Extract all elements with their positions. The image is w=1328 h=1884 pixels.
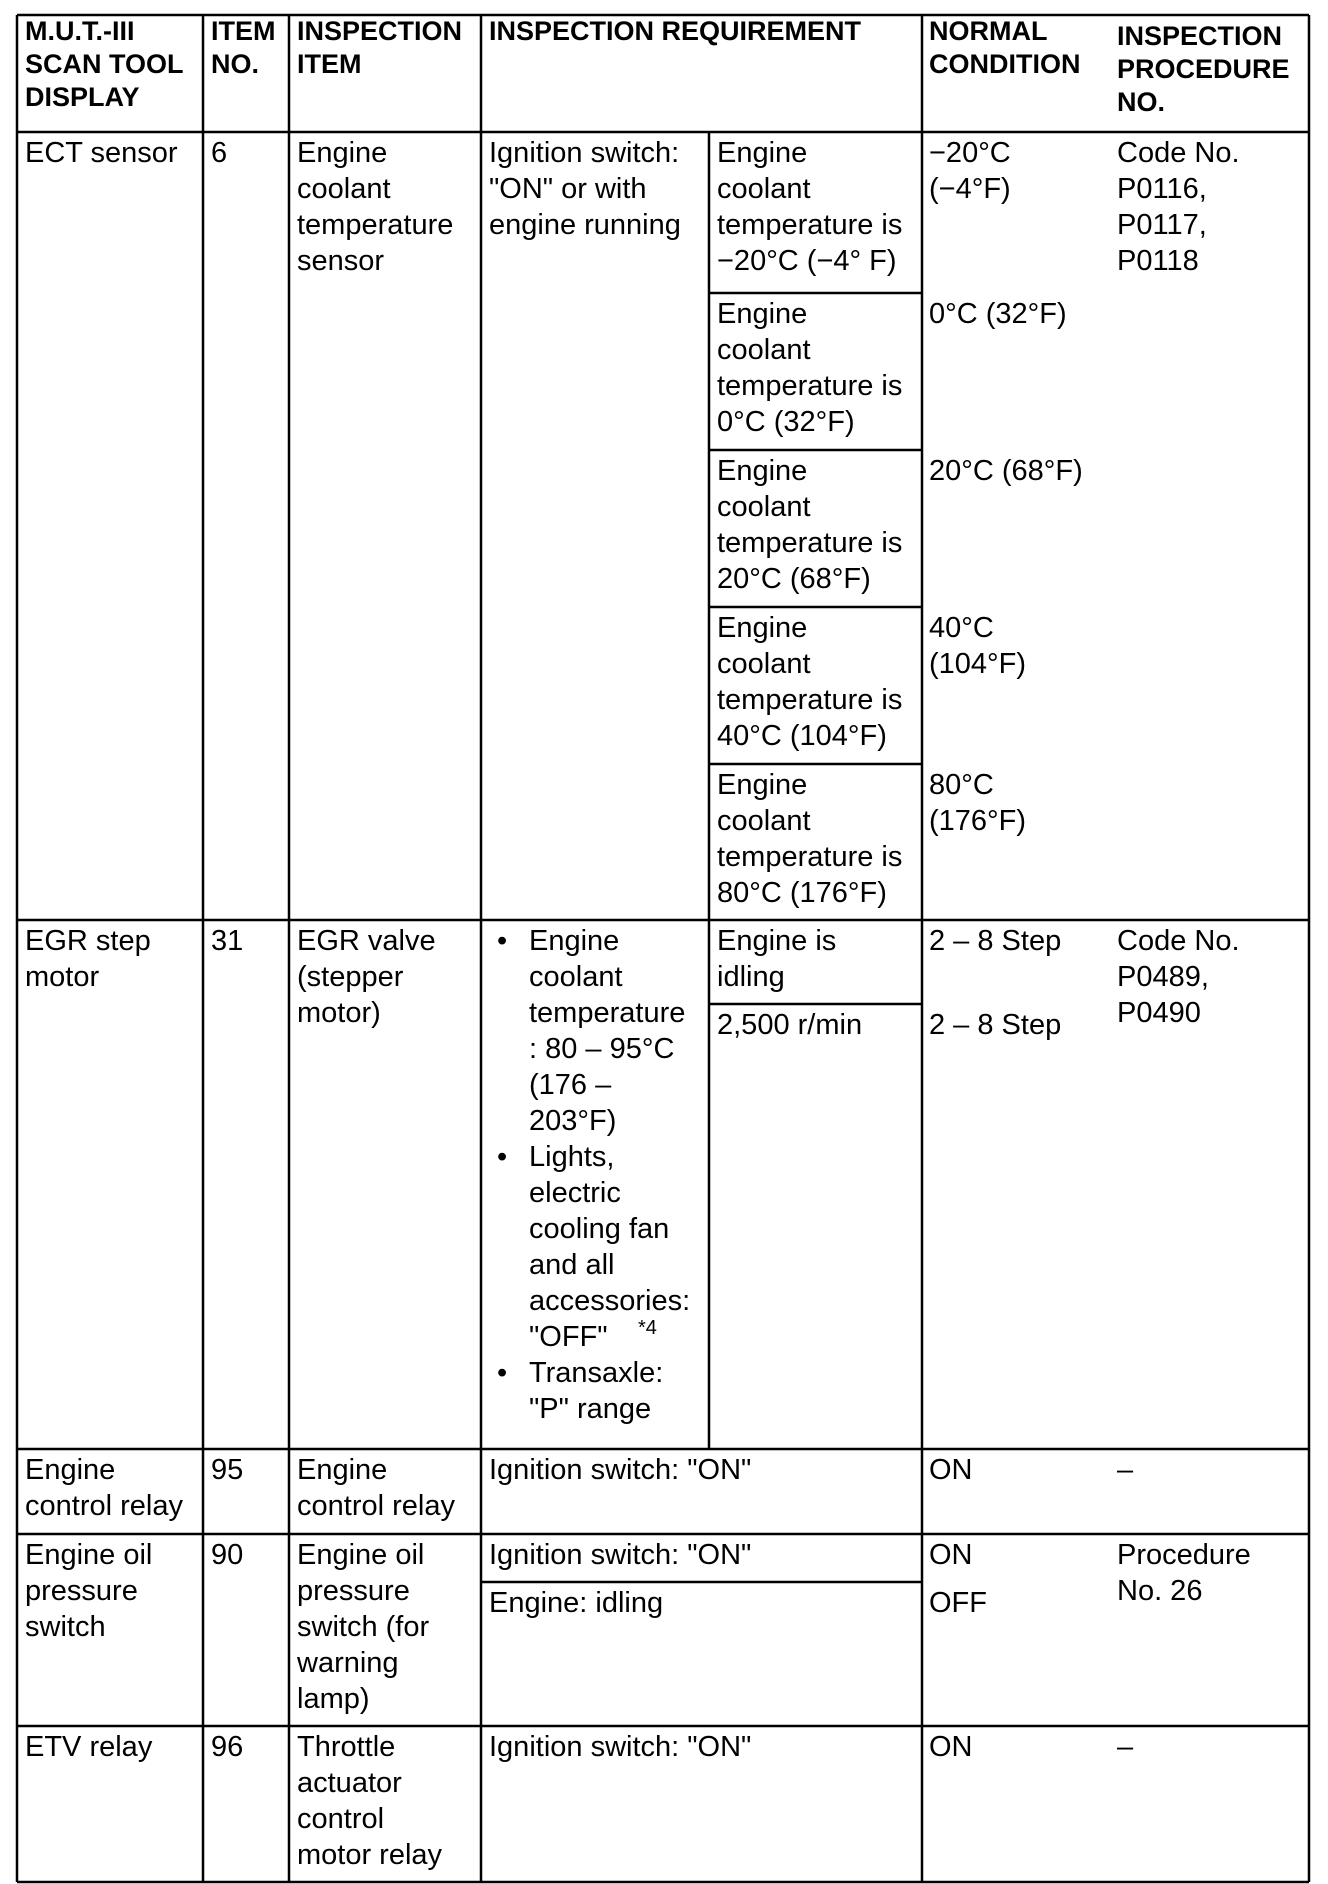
cell-condition: coolant	[717, 491, 811, 523]
cell-inspection-item: pressure	[297, 1575, 410, 1607]
cell-scan-tool-display: motor	[25, 961, 100, 993]
cell-condition: 20°C (68°F)	[717, 563, 871, 595]
header-scan-tool-display: DISPLAY	[25, 82, 140, 112]
cell-inspection-item: Throttle	[297, 1731, 396, 1763]
cell-procedure: –	[1117, 1731, 1134, 1763]
cell-condition: 80°C (176°F)	[717, 877, 887, 909]
header-item-no: NO.	[211, 49, 260, 79]
cell-requirement-bullet: (176 –	[529, 1069, 612, 1101]
cell-requirement: "ON" or with	[489, 173, 647, 205]
cell-condition: 40°C (104°F)	[717, 720, 887, 752]
cell-scan-tool-display: ETV relay	[25, 1731, 153, 1763]
cell-requirement-bullet: "P" range	[529, 1393, 652, 1425]
cell-inspection-item: lamp)	[297, 1683, 370, 1715]
cell-scan-tool-display: Engine oil	[25, 1539, 153, 1571]
cell-requirement-bullet: temperature	[529, 997, 686, 1029]
header-procedure-no: NO.	[1117, 87, 1166, 117]
cell-requirement-bullet: cooling fan	[529, 1213, 670, 1245]
cell-inspection-item: (stepper	[297, 961, 404, 993]
cell-normal: 40°C	[929, 612, 994, 644]
header-inspection-requirement: INSPECTION REQUIREMENT	[489, 16, 862, 46]
cell-procedure: P0116,	[1117, 173, 1207, 205]
header-inspection-item: INSPECTION	[297, 16, 463, 46]
cell-requirement-bullet: 203°F)	[529, 1105, 617, 1137]
cell-requirement-bullet: : 80 – 95°C	[529, 1033, 675, 1065]
cell-requirement-bullet: Engine	[529, 925, 620, 957]
header-procedure-no: PROCEDURE	[1117, 54, 1290, 84]
cell-item-no: 6	[211, 137, 228, 169]
cell-procedure: Procedure	[1117, 1539, 1251, 1571]
header-item-no: ITEM	[211, 16, 276, 46]
cell-scan-tool-display: ECT sensor	[25, 137, 178, 169]
cell-inspection-item: switch (for	[297, 1611, 430, 1643]
cell-requirement-bullet: accessories:	[529, 1285, 691, 1317]
cell-procedure: Code No.	[1117, 137, 1240, 169]
cell-procedure: P0118	[1117, 245, 1199, 277]
cell-condition: temperature is	[717, 209, 903, 241]
cell-inspection-item: sensor	[297, 245, 385, 277]
cell-procedure: P0490	[1117, 997, 1201, 1029]
cell-condition: Engine	[717, 298, 808, 330]
cell-condition: Engine is	[717, 925, 837, 957]
cell-condition: temperature is	[717, 684, 903, 716]
cell-inspection-item: motor)	[297, 997, 381, 1029]
cell-condition: coolant	[717, 173, 811, 205]
header-scan-tool-display: M.U.T.-III	[25, 16, 135, 46]
header-normal-condition: NORMAL	[929, 16, 1048, 46]
cell-requirement-bullet: electric	[529, 1177, 621, 1209]
cell-condition: temperature is	[717, 370, 903, 402]
cell-inspection-item: temperature	[297, 209, 454, 241]
cell-condition: coolant	[717, 805, 811, 837]
cell-condition: coolant	[717, 648, 811, 680]
cell-normal: ON	[929, 1539, 973, 1571]
cell-item-no: 95	[211, 1454, 244, 1486]
cell-requirement-bullet: "OFF"	[529, 1321, 608, 1353]
cell-requirement-bullet: Lights,	[529, 1141, 615, 1173]
bullet-icon: •	[497, 1141, 508, 1173]
cell-requirement: Ignition switch: "ON"	[489, 1454, 752, 1486]
cell-inspection-item: EGR valve	[297, 925, 436, 957]
cell-inspection-item: warning	[297, 1647, 399, 1679]
cell-requirement: engine running	[489, 209, 681, 241]
cell-procedure: Code No.	[1117, 925, 1240, 957]
header-normal-condition: CONDITION	[929, 49, 1081, 79]
header-inspection-item: ITEM	[297, 49, 362, 79]
cell-normal: (176°F)	[929, 805, 1027, 837]
cell-condition: Engine	[717, 769, 808, 801]
cell-condition: Engine	[717, 137, 808, 169]
cell-inspection-item: motor relay	[297, 1839, 443, 1871]
cell-item-no: 31	[211, 925, 244, 957]
cell-normal: 80°C	[929, 769, 994, 801]
cell-scan-tool-display: pressure	[25, 1575, 138, 1607]
cell-requirement-bullet: Transaxle:	[529, 1357, 664, 1389]
cell-inspection-item: control relay	[297, 1490, 455, 1522]
cell-inspection-item: Engine	[297, 137, 388, 169]
bullet-icon: •	[497, 1357, 508, 1389]
cell-requirement: Ignition switch: "ON"	[489, 1731, 752, 1763]
cell-condition: Engine	[717, 612, 808, 644]
cell-item-no: 90	[211, 1539, 244, 1571]
cell-requirement: Ignition switch:	[489, 137, 680, 169]
cell-normal: −20°C	[929, 137, 1011, 169]
cell-normal: (−4°F)	[929, 173, 1011, 205]
cell-normal: 2 – 8 Step	[929, 925, 1062, 957]
cell-normal: 20°C (68°F)	[929, 455, 1083, 487]
cell-condition: 2,500 r/min	[717, 1009, 863, 1041]
header-scan-tool-display: SCAN TOOL	[25, 49, 184, 79]
cell-normal: 0°C (32°F)	[929, 298, 1067, 330]
cell-condition: −20°C (−4° F)	[717, 245, 897, 277]
cell-normal: ON	[929, 1454, 973, 1486]
cell-procedure: P0117,	[1117, 209, 1207, 241]
cell-scan-tool-display: switch	[25, 1611, 106, 1643]
cell-inspection-item: Engine oil	[297, 1539, 425, 1571]
cell-procedure: No. 26	[1117, 1575, 1203, 1607]
cell-requirement-bullet: coolant	[529, 961, 623, 993]
cell-normal: (104°F)	[929, 648, 1027, 680]
cell-inspection-item: actuator	[297, 1767, 402, 1799]
header-procedure-no: INSPECTION	[1117, 21, 1283, 51]
cell-requirement: Ignition switch: "ON"	[489, 1539, 752, 1571]
cell-procedure: P0489,	[1117, 961, 1209, 993]
cell-condition: temperature is	[717, 841, 903, 873]
footnote-mark: *4	[638, 1317, 657, 1339]
cell-inspection-item: coolant	[297, 173, 391, 205]
cell-condition: temperature is	[717, 527, 903, 559]
cell-condition: 0°C (32°F)	[717, 406, 855, 438]
cell-requirement: Engine: idling	[489, 1587, 664, 1619]
cell-condition: Engine	[717, 455, 808, 487]
cell-scan-tool-display: Engine	[25, 1454, 116, 1486]
cell-normal: 2 – 8 Step	[929, 1009, 1062, 1041]
cell-condition: idling	[717, 961, 785, 993]
cell-normal: ON	[929, 1731, 973, 1763]
cell-normal: OFF	[929, 1587, 987, 1619]
cell-inspection-item: control	[297, 1803, 385, 1835]
cell-condition: coolant	[717, 334, 811, 366]
cell-inspection-item: Engine	[297, 1454, 388, 1486]
cell-scan-tool-display: control relay	[25, 1490, 183, 1522]
cell-procedure: –	[1117, 1454, 1134, 1486]
bullet-icon: •	[497, 925, 508, 957]
cell-requirement-bullet: and all	[529, 1249, 615, 1281]
cell-item-no: 96	[211, 1731, 244, 1763]
cell-scan-tool-display: EGR step	[25, 925, 151, 957]
